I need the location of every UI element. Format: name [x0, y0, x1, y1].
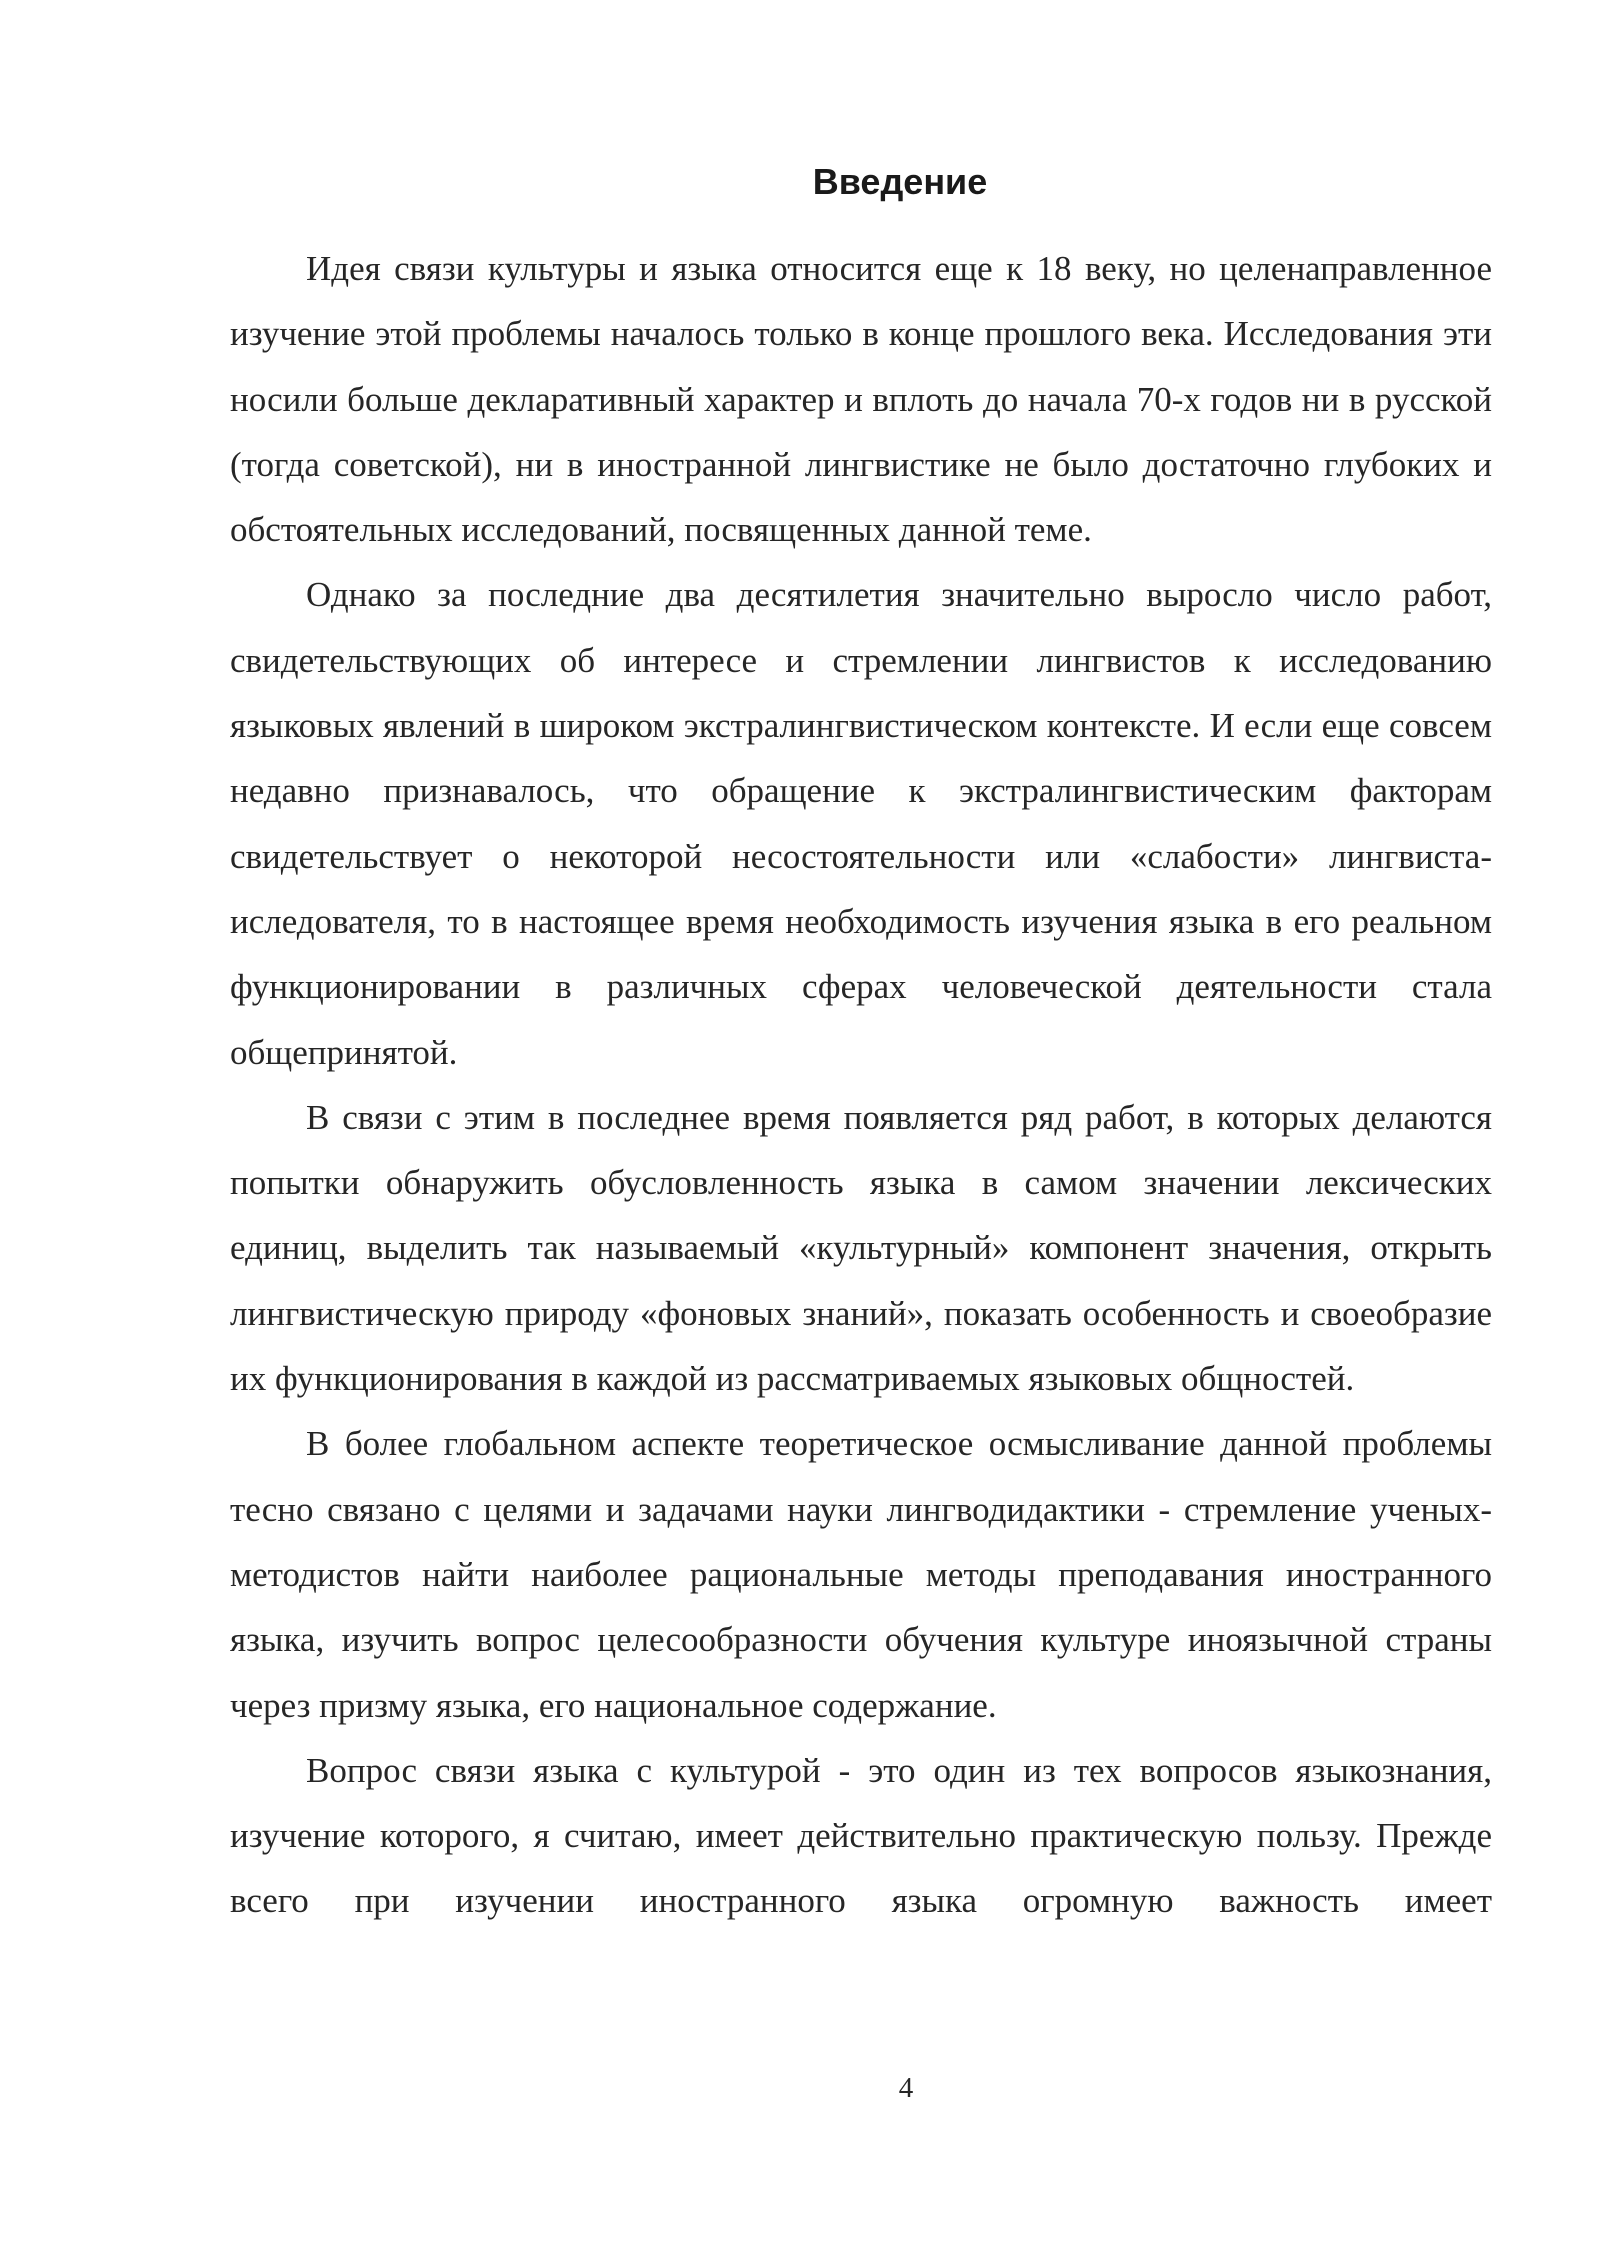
paragraph-4: В более глобальном аспекте теоретическое осмысливание данной проблемы тесно связано с целями и задачами науки лингводидактики - стремление ученых-методистов найти наиболее рациональные методы преподавания иностранного языка, изучить вопрос целесообразности обучения культуре иноязычной страны через призму языка, его национальное содержание.: [230, 1424, 1492, 1725]
page-number: 4: [898, 2072, 914, 2104]
paragraph-2: Однако за последние два десятилетия значительно выросло число работ, свидетельствующих об интересе и стремлении лингвистов к исследованию языковых явлений в широком экстралингвистическом контексте. И если еще совсем недавно признавалось, что обращение к экстралингвистическим факторам свидетельствует о некоторой несостоятельности или «слабости» лингвиста-иследователя, то в настоящее время необходимость изучения языка в его реальном функционировании в различных сферах человеческой деятельности стала общепринятой.: [230, 575, 1492, 1072]
section-heading: Введение: [812, 161, 988, 202]
body-text: [230, 236, 1492, 1934]
paragraph-3: В связи с этим в последнее время появляется ряд работ, в которых делаются попытки обнаружить обусловленность языка в самом значении лексических единиц, выделить так называемый «культурный» компонент значения, открыть лингвистическую природу «фоновых знаний», показать особенность и своеобразие их функционирования в каждой из рассматриваемых языковых общностей.: [230, 1097, 1492, 1399]
paragraph-1: Идея связи культуры и языка относится еще к 18 веку, но целенаправленное изучение этой проблемы началось только в конце прошлого века. Исследования эти носили больше декларативный характер и вплоть до начала 70-х годов ни в русской (тогда советской), ни в иностранной лингвистике не было достаточно глубоких и обстоятельных исследований, посвященных данной теме.: [230, 249, 1492, 550]
paragraph-5: Вопрос связи языка с культурой - это один из тех вопросов языкознания, изучение которого, я считаю, имеет действительно практическую пользу. Прежде всего при изучении иностранного языка огромную важность имеет: [230, 1750, 1492, 1921]
